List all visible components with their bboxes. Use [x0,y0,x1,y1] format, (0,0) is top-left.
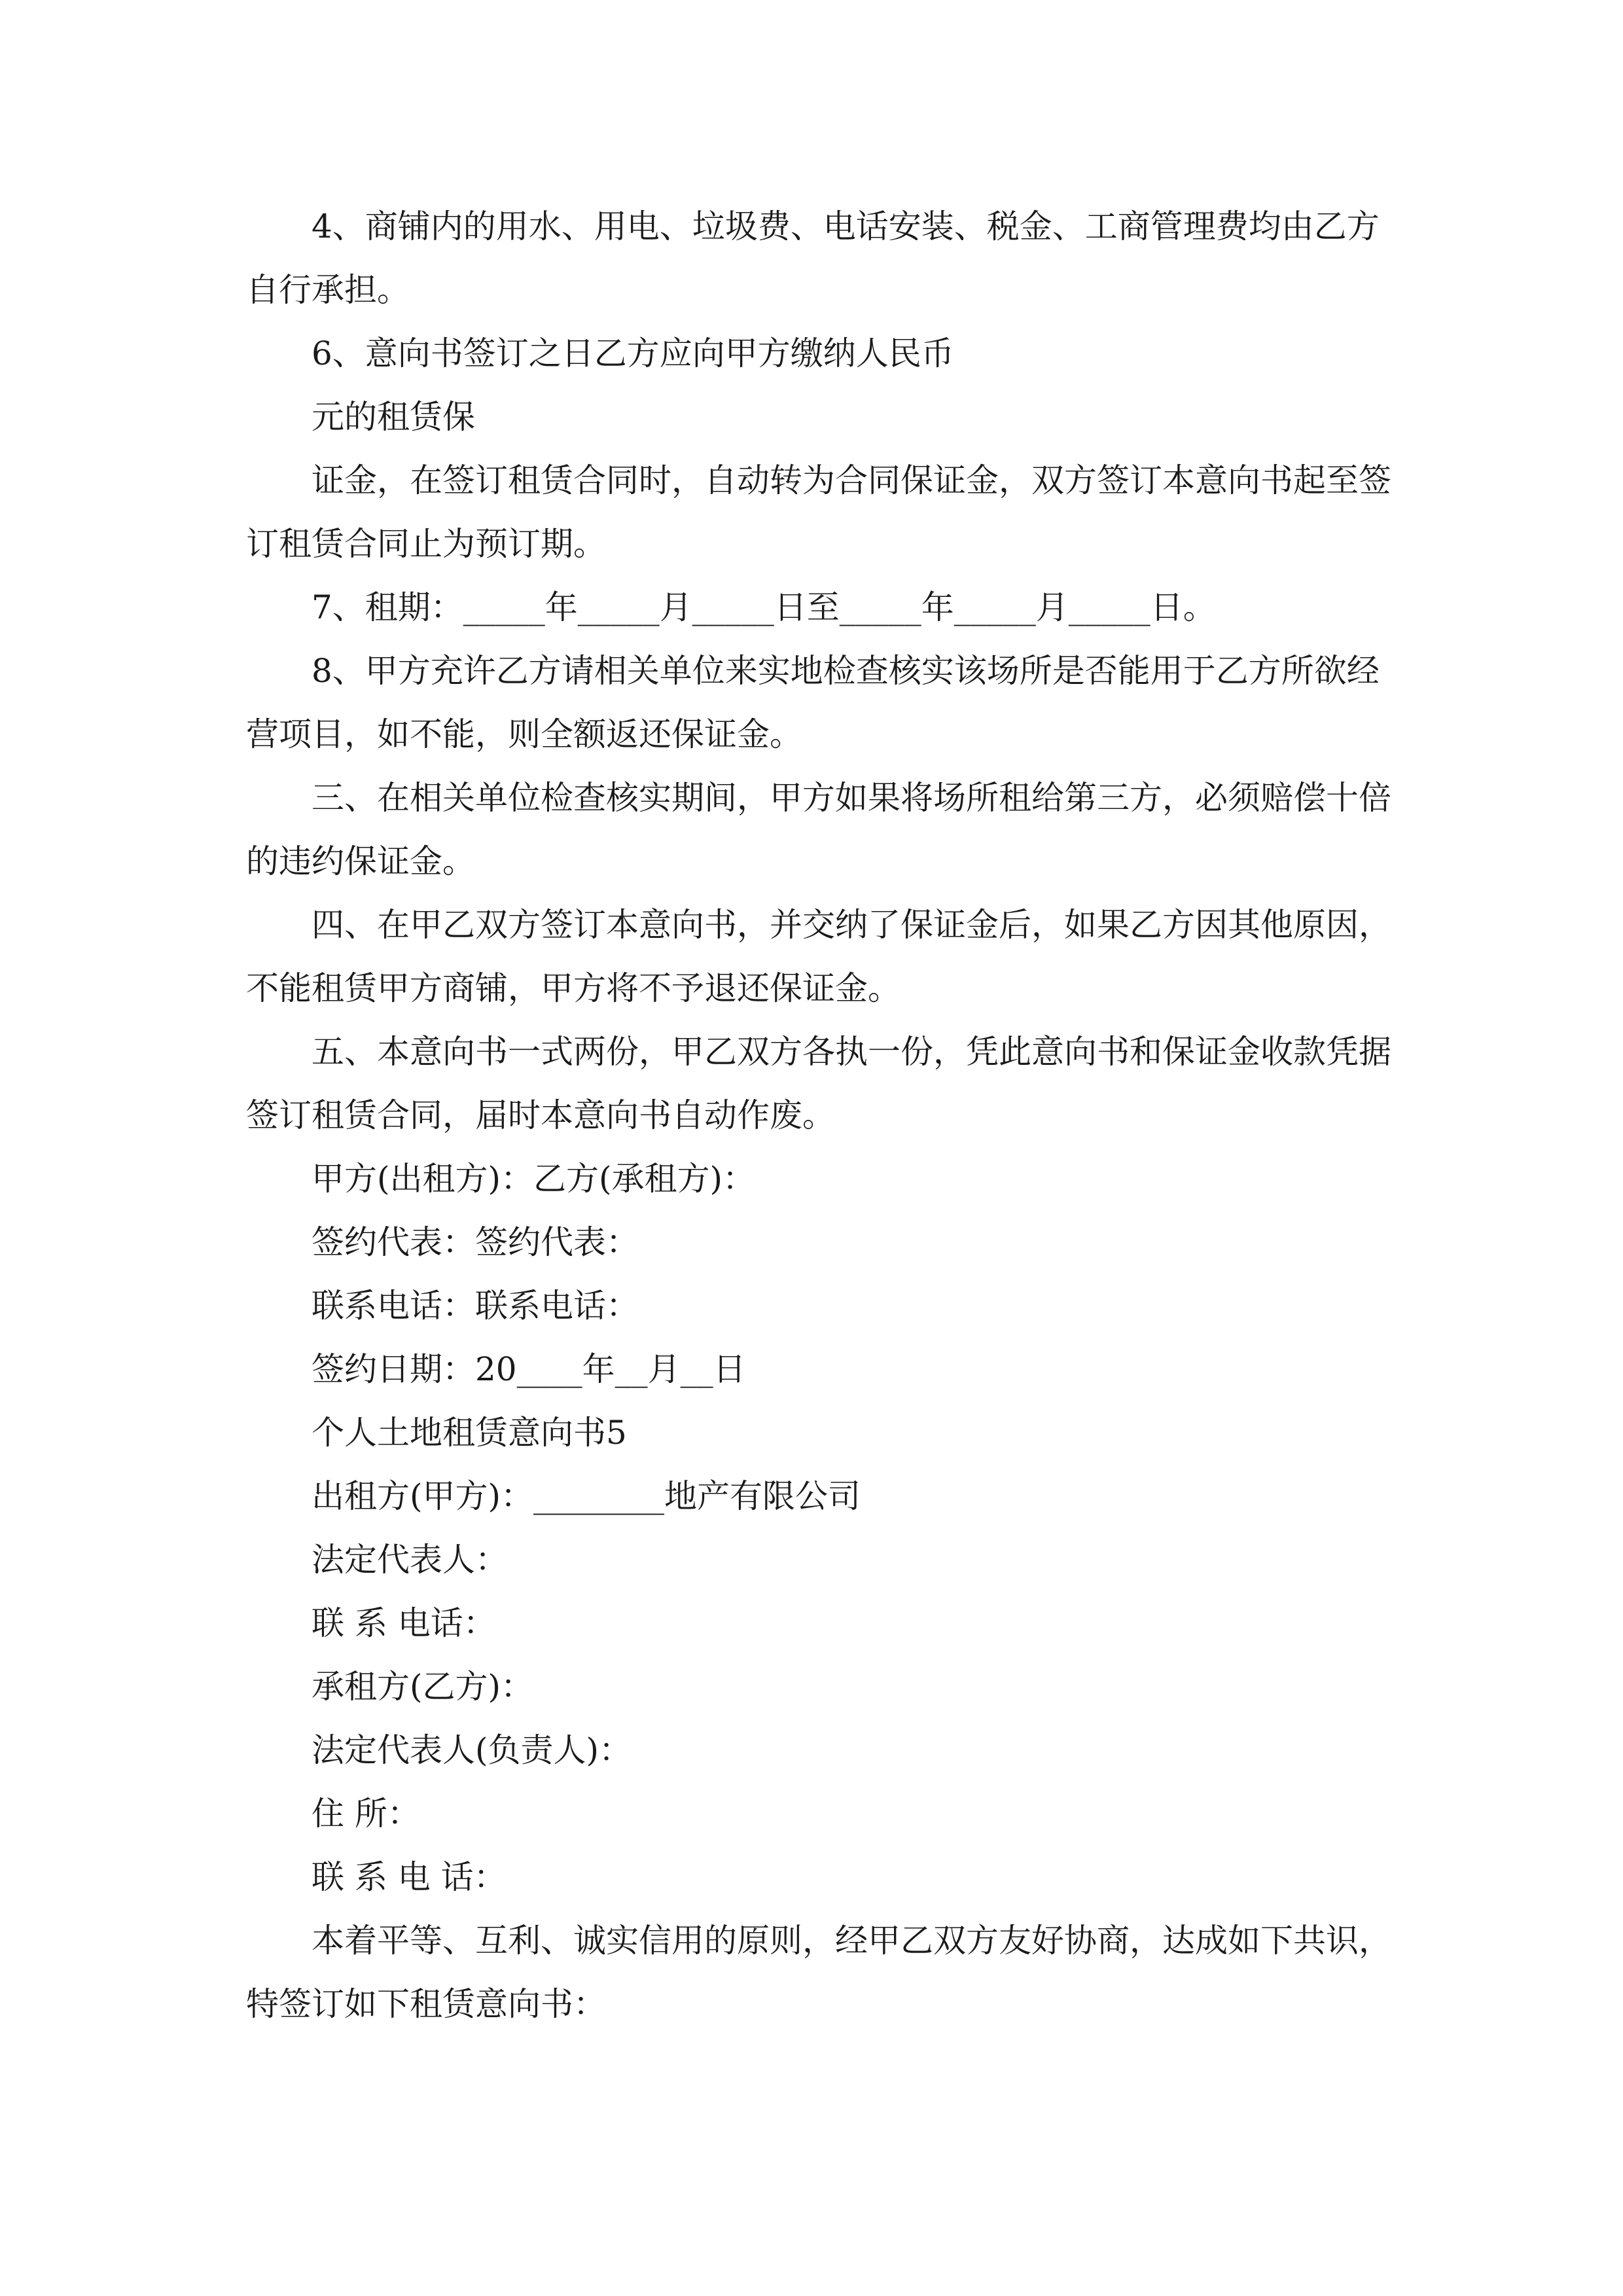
text-line: 8、甲方充许乙方请相关单位来实地检查核实该场所是否能用于乙方所欲经 [312,652,1380,690]
lessor-line: 出租方(甲方)：________地产有限公司 [312,1477,861,1515]
text-line: 营项目，如不能，则全额返还保证金。 [246,715,802,753]
text-line: 本着平等、互利、诚实信用的原则，经甲乙双方友好协商，达成如下共识， [312,1922,1391,1960]
legal-representative-line: 法定代表人： [312,1541,508,1579]
text-line: 7、租期：_____年_____月_____日至_____年_____月_____日。 [312,588,1216,626]
text-line: 特签订如下租赁意向书： [246,1985,606,2023]
signature-date-line: 签约日期：20____年__月__日 [312,1350,746,1388]
text-line: 签订租赁合同，届时本意向书自动作废。 [246,1096,835,1134]
text-line: 不能租赁甲方商铺，甲方将不予退还保证金。 [246,969,901,1007]
phone-line: 联 系 电 话： [312,1858,507,1896]
signature-representative-line: 签约代表：签约代表： [312,1223,639,1261]
responsible-person-line: 法定代表人(负责人)： [312,1731,632,1769]
section-heading: 个人土地租赁意向书5 [312,1414,627,1452]
text-line: 四、在甲乙双方签订本意向书，并交纳了保证金后，如果乙方因其他原因， [312,906,1391,944]
text-line: 五、本意向书一式两份，甲乙双方各执一份，凭此意向书和保证金收款凭据 [312,1033,1391,1071]
text-line: 元的租赁保 [312,398,475,436]
text-line: 4、商铺内的用水、用电、垃圾费、电话安装、税金、工商管理费均由乙方 [312,207,1380,245]
text-line: 6、意向书签订之日乙方应向甲方缴纳人民币 [312,334,954,372]
signature-parties-line: 甲方(出租方)：乙方(承租方)： [312,1160,756,1198]
text-line: 自行承担。 [246,271,410,309]
address-line: 住 所： [312,1795,420,1833]
lessee-line: 承租方(乙方)： [312,1668,534,1706]
text-line: 三、在相关单位检查核实期间，甲方如果将场所租给第三方，必须赔偿十倍 [312,779,1391,817]
text-line: 的违约保证金。 [246,842,475,880]
phone-line: 联 系 电话： [312,1604,496,1642]
document-body [246,195,1391,2036]
signature-phone-line: 联系电话：联系电话： [312,1287,639,1325]
text-line: 订租赁合同止为预订期。 [246,525,606,563]
text-line: 证金，在签订租赁合同时，自动转为合同保证金，双方签订本意向书起至签 [312,461,1391,499]
